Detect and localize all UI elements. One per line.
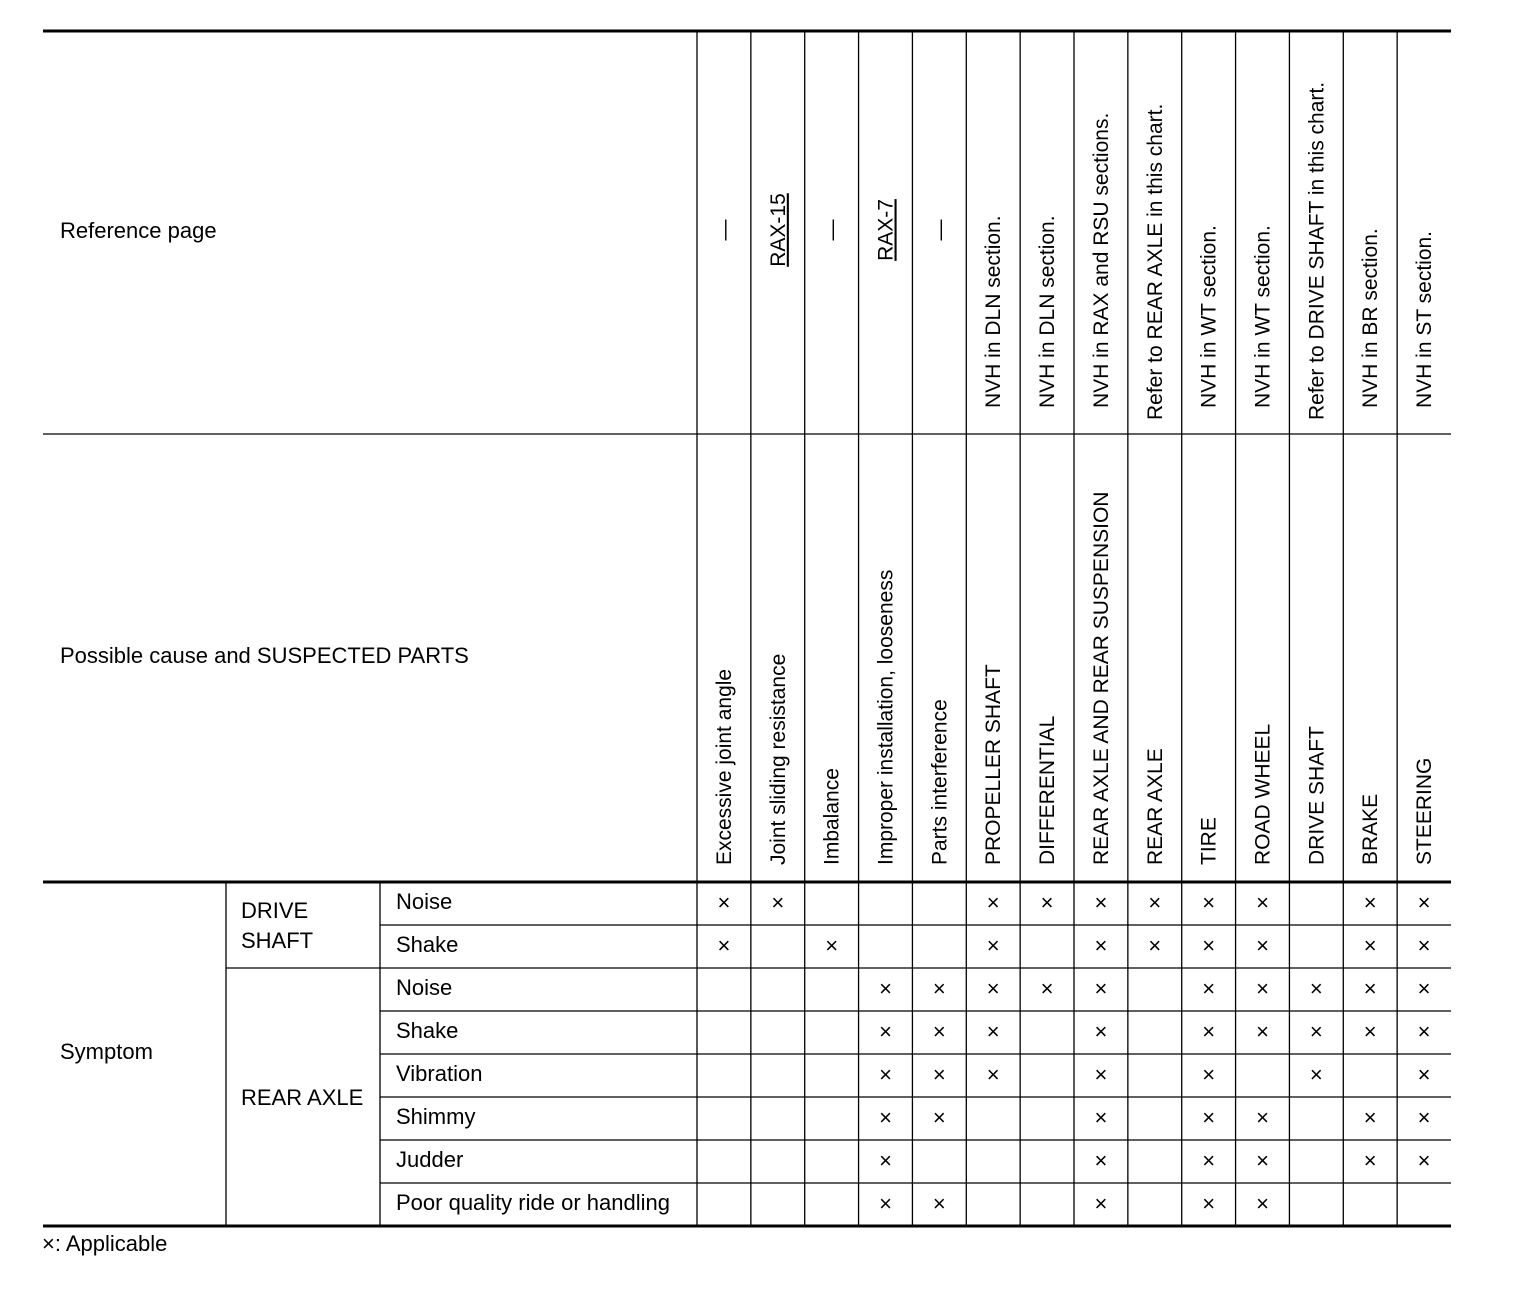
reference-link[interactable]: RAX-15	[766, 193, 790, 267]
reference-dash: —	[712, 219, 736, 241]
reference-text: NVH in BR section.	[1359, 228, 1383, 408]
reference-text: NVH in WT section.	[1197, 225, 1221, 408]
applicable-mark: ×	[986, 933, 1000, 958]
applicable-mark: ×	[932, 976, 946, 1001]
applicable-mark: ×	[986, 1062, 1000, 1087]
applicable-mark: ×	[1148, 890, 1162, 915]
reference-text: NVH in RAX and RSU sections.	[1089, 112, 1113, 408]
applicable-mark: ×	[986, 976, 1000, 1001]
suspected-part-label: ROAD WHEEL	[1251, 723, 1275, 865]
table-row	[396, 1190, 1269, 1216]
reference-text: NVH in ST section.	[1413, 230, 1437, 408]
suspected-part-label: BRAKE	[1359, 793, 1383, 865]
applicable-mark: ×	[1417, 890, 1431, 915]
applicable-mark: ×	[986, 1019, 1000, 1044]
symptom-label: Shake	[396, 932, 459, 957]
applicable-mark: ×	[1202, 1062, 1216, 1087]
applicable-mark: ×	[1363, 890, 1377, 915]
applicable-mark: ×	[1094, 976, 1108, 1001]
symptom-group-label: DRIVE SHAFT	[241, 898, 314, 953]
applicable-mark: ×	[717, 890, 731, 915]
applicable-mark: ×	[1256, 1019, 1269, 1044]
table-row	[396, 1061, 1430, 1087]
reference-text: NVH in DLN section.	[1036, 215, 1060, 408]
applicable-mark: ×	[932, 1191, 946, 1216]
applicable-mark: ×	[1417, 1019, 1431, 1044]
applicable-mark: ×	[1256, 933, 1269, 958]
table-row	[396, 1104, 1430, 1130]
applicable-mark: ×	[1363, 933, 1377, 958]
applicable-mark: ×	[1256, 1191, 1269, 1216]
table-row	[396, 1147, 1430, 1173]
symptom-label: Noise	[396, 889, 453, 914]
applicable-mark: ×	[1363, 1148, 1377, 1173]
applicable-mark: ×	[1256, 890, 1269, 915]
applicable-mark: ×	[717, 933, 731, 958]
applicable-mark: ×	[1417, 1062, 1431, 1087]
suspected-part-label: TIRE	[1197, 817, 1221, 865]
applicable-mark: ×	[1309, 1062, 1323, 1087]
suspected-part-label: STEERING	[1413, 757, 1437, 865]
applicable-mark: ×	[1417, 933, 1431, 958]
table-row	[396, 889, 1430, 915]
table-row	[396, 932, 1430, 958]
applicable-mark: ×	[1417, 976, 1431, 1001]
applicable-mark: ×	[932, 1019, 946, 1044]
suspected-part-label: REAR AXLE AND REAR SUSPENSION	[1089, 491, 1113, 865]
applicable-mark: ×	[771, 890, 785, 915]
symptom-label: Noise	[396, 975, 453, 1000]
applicable-mark: ×	[879, 1105, 892, 1130]
suspected-part-label: REAR AXLE	[1143, 748, 1167, 865]
symptom-label: Shimmy	[396, 1104, 476, 1129]
symptom-label: Poor quality ride or handling	[396, 1190, 670, 1215]
suspected-part-label: PROPELLER SHAFT	[982, 664, 1006, 865]
applicable-mark: ×	[1040, 890, 1054, 915]
applicable-mark: ×	[932, 1062, 946, 1087]
reference-text: Refer to REAR AXLE in this chart.	[1143, 103, 1167, 420]
applicable-mark: ×	[1202, 1019, 1216, 1044]
reference-dash: —	[820, 219, 844, 241]
table-row	[396, 975, 1430, 1001]
applicable-mark: ×	[1094, 1191, 1108, 1216]
applicable-mark: ×	[1094, 890, 1108, 915]
reference-dash: —	[928, 219, 952, 241]
applicable-mark: ×	[879, 1148, 892, 1173]
applicable-mark: ×	[1363, 1019, 1377, 1044]
applicable-mark: ×	[986, 890, 1000, 915]
applicable-mark: ×	[1202, 933, 1216, 958]
applicable-mark: ×	[1202, 976, 1216, 1001]
applicable-mark: ×	[879, 1019, 892, 1044]
legend: ×: Applicable	[42, 1231, 168, 1256]
symptom-groups	[241, 898, 363, 1110]
symptom-rows	[396, 889, 1430, 1216]
applicable-mark: ×	[932, 1105, 946, 1130]
applicable-mark: ×	[825, 933, 839, 958]
symptom-group-label: REAR AXLE	[241, 1085, 364, 1110]
applicable-mark: ×	[1256, 976, 1269, 1001]
applicable-mark: ×	[1256, 1105, 1269, 1130]
reference-text: NVH in WT section.	[1251, 225, 1275, 408]
applicable-mark: ×	[1094, 933, 1108, 958]
symptom-label: Vibration	[396, 1061, 483, 1086]
applicable-mark: ×	[1094, 1105, 1108, 1130]
applicable-mark: ×	[1202, 1191, 1216, 1216]
reference-page-label: Reference page	[60, 218, 217, 243]
reference-text: NVH in DLN section.	[982, 215, 1006, 408]
applicable-mark: ×	[1148, 933, 1162, 958]
suspected-part-label: Improper installation, looseness	[874, 569, 898, 865]
applicable-mark: ×	[1040, 976, 1054, 1001]
applicable-mark: ×	[1309, 976, 1323, 1001]
applicable-mark: ×	[879, 1191, 892, 1216]
applicable-mark: ×	[1417, 1105, 1431, 1130]
possible-cause-label: Possible cause and SUSPECTED PARTS	[60, 643, 469, 668]
suspected-part-label: Imbalance	[820, 768, 844, 865]
applicable-mark: ×	[1256, 1148, 1269, 1173]
symptom-label: Judder	[396, 1147, 464, 1172]
applicable-mark: ×	[879, 1062, 892, 1087]
applicable-mark: ×	[1202, 1148, 1216, 1173]
applicable-mark: ×	[1363, 1105, 1377, 1130]
reference-text: Refer to DRIVE SHAFT in this chart.	[1305, 81, 1329, 420]
applicable-mark: ×	[879, 976, 892, 1001]
applicable-mark: ×	[1094, 1062, 1108, 1087]
applicable-mark: ×	[1094, 1019, 1108, 1044]
suspected-part-label: DRIVE SHAFT	[1305, 726, 1329, 865]
applicable-mark: ×	[1417, 1148, 1431, 1173]
suspected-part-label: DIFFERENTIAL	[1036, 715, 1060, 865]
suspected-part-label: Parts interference	[928, 699, 952, 865]
suspected-part-label: Joint sliding resistance	[766, 653, 790, 865]
applicable-mark: ×	[1309, 1019, 1323, 1044]
applicable-mark: ×	[1363, 976, 1377, 1001]
applicable-mark: ×	[1202, 1105, 1216, 1130]
reference-link[interactable]: RAX-7	[874, 199, 898, 261]
table-row	[396, 1018, 1430, 1044]
symptom-label: Symptom	[60, 1039, 153, 1064]
applicable-mark: ×	[1202, 890, 1216, 915]
applicable-mark: ×	[1094, 1148, 1108, 1173]
table-grid	[43, 31, 1451, 1226]
suspected-part-label: Excessive joint angle	[712, 668, 736, 865]
symptom-label: Shake	[396, 1018, 459, 1043]
